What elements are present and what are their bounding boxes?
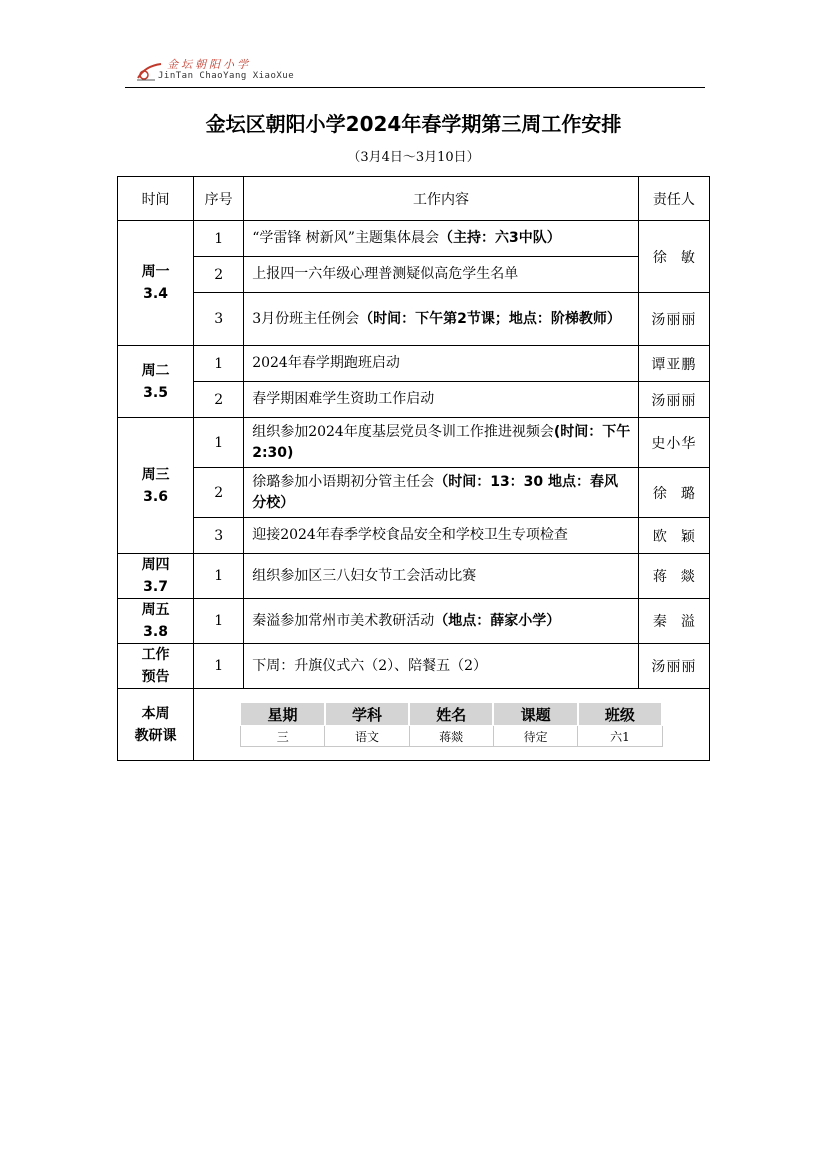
owner-cell: 汤丽丽 bbox=[638, 382, 709, 418]
day-cell-wednesday: 周三 3.6 bbox=[118, 418, 194, 554]
research-header: 课题 bbox=[493, 703, 577, 726]
owner-cell: 徐璐 bbox=[638, 468, 709, 518]
table-row bbox=[118, 554, 710, 599]
table-row bbox=[118, 221, 710, 257]
work-item: 迎接2024年春季学校食品安全和学校卫生专项检查 bbox=[244, 518, 639, 554]
owner-cell: 汤丽丽 bbox=[638, 293, 709, 346]
work-item: 3月份班主任例会（时间：下午第2节课；地点：阶梯教师） bbox=[244, 293, 639, 346]
col-header-work: 工作内容 bbox=[244, 177, 639, 221]
owner-cell: 欧颖 bbox=[638, 518, 709, 554]
school-header bbox=[125, 58, 705, 88]
item-number: 2 bbox=[194, 257, 244, 293]
owner-cell: 秦溢 bbox=[638, 599, 709, 644]
date-range: （3月4日～3月10日） bbox=[347, 150, 480, 165]
header-divider bbox=[125, 87, 705, 88]
work-item: 下周：升旗仪式六（2）、陪餐五（2） bbox=[244, 644, 639, 689]
item-number: 1 bbox=[194, 554, 244, 599]
item-number: 1 bbox=[194, 599, 244, 644]
research-row bbox=[118, 689, 710, 761]
weekly-schedule-table bbox=[117, 176, 710, 761]
work-item: 徐璐参加小语期初分管主任会（时间：13：30 地点：春风分校） bbox=[244, 468, 639, 518]
day-cell-thursday: 周四 3.7 bbox=[118, 554, 194, 599]
table-header-row bbox=[118, 177, 710, 221]
research-header: 学科 bbox=[325, 703, 409, 726]
owner-cell: 徐敏 bbox=[638, 221, 709, 293]
day-cell-monday: 周一 3.4 bbox=[118, 221, 194, 346]
table-row bbox=[118, 468, 710, 518]
col-header-no: 序号 bbox=[194, 177, 244, 221]
table-row bbox=[118, 418, 710, 468]
day-cell-friday: 周五 3.8 bbox=[118, 599, 194, 644]
work-item: 组织参加2024年度基层党员冬训工作推进视频会(时间：下午2:30) bbox=[244, 418, 639, 468]
research-header-row bbox=[241, 703, 663, 726]
research-value: 三 bbox=[241, 726, 325, 747]
col-header-time: 时间 bbox=[118, 177, 194, 221]
logo-english-text: JinTan ChaoYang XiaoXue bbox=[158, 71, 295, 81]
research-value-row bbox=[241, 726, 663, 747]
col-header-owner: 责任人 bbox=[638, 177, 709, 221]
table-row bbox=[118, 518, 710, 554]
research-value: 语文 bbox=[325, 726, 409, 747]
research-label-cell: 本周 教研课 bbox=[118, 689, 194, 761]
research-value: 六1 bbox=[578, 726, 662, 747]
research-value: 蒋燚 bbox=[409, 726, 493, 747]
document-title: 金坛区朝阳小学2024年春学期第三周工作安排 bbox=[205, 112, 622, 136]
research-lesson-table bbox=[240, 702, 663, 747]
owner-cell: 汤丽丽 bbox=[638, 644, 709, 689]
owner-cell: 史小华 bbox=[638, 418, 709, 468]
research-header: 星期 bbox=[241, 703, 325, 726]
table-row bbox=[118, 599, 710, 644]
item-number: 2 bbox=[194, 382, 244, 418]
work-item: 2024年春学期跑班启动 bbox=[244, 346, 639, 382]
research-header: 姓名 bbox=[409, 703, 493, 726]
work-item: 秦溢参加常州市美术教研活动（地点：薛家小学） bbox=[244, 599, 639, 644]
item-number: 1 bbox=[194, 644, 244, 689]
table-row bbox=[118, 644, 710, 689]
item-number: 1 bbox=[194, 346, 244, 382]
table-row bbox=[118, 257, 710, 293]
item-number: 3 bbox=[194, 293, 244, 346]
research-header: 班级 bbox=[578, 703, 662, 726]
logo-chinese-text: 金坛朝阳小学 bbox=[167, 58, 251, 71]
item-number: 1 bbox=[194, 221, 244, 257]
owner-cell: 谭亚鹏 bbox=[638, 346, 709, 382]
item-number: 3 bbox=[194, 518, 244, 554]
table-row bbox=[118, 346, 710, 382]
research-value: 待定 bbox=[493, 726, 577, 747]
day-cell-tuesday: 周二 3.5 bbox=[118, 346, 194, 418]
day-cell-preview: 工作 预告 bbox=[118, 644, 194, 689]
item-number: 2 bbox=[194, 468, 244, 518]
research-table-cell bbox=[194, 689, 710, 761]
work-item: 春学期困难学生资助工作启动 bbox=[244, 382, 639, 418]
work-item: 上报四一六年级心理普测疑似高危学生名单 bbox=[244, 257, 639, 293]
work-item: “学雷锋 树新风”主题集体晨会（主持：六3中队） bbox=[244, 221, 639, 257]
work-item: 组织参加区三八妇女节工会活动比赛 bbox=[244, 554, 639, 599]
item-number: 1 bbox=[194, 418, 244, 468]
table-row bbox=[118, 382, 710, 418]
table-row bbox=[118, 293, 710, 346]
owner-cell: 蒋燚 bbox=[638, 554, 709, 599]
